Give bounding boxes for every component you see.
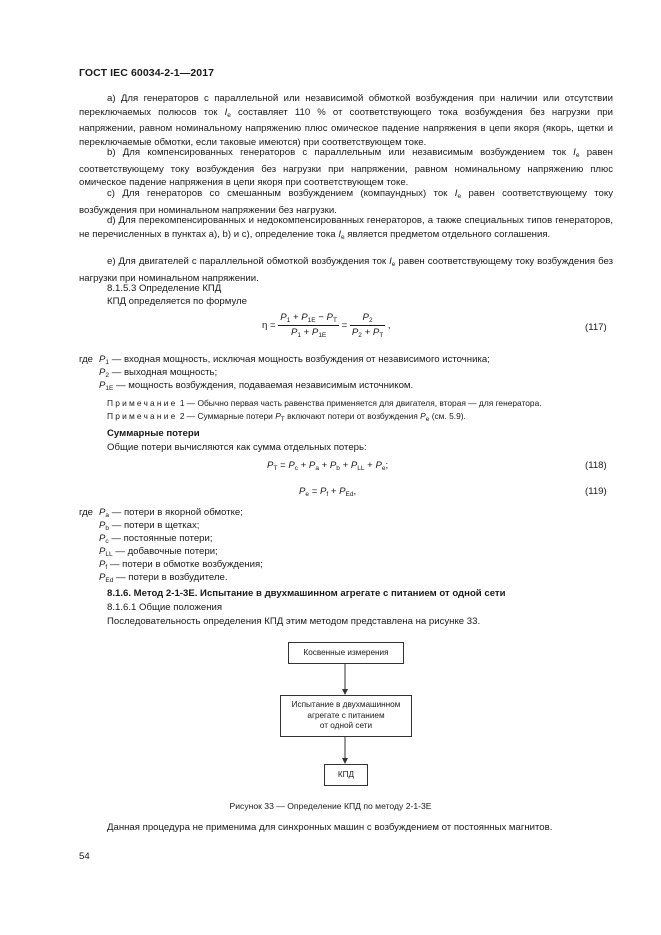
losses-intro: Общие потери вычисляются как сумма отдельных потерь: [107,442,367,453]
def-pb: $P_b$ — потери в щетках; [99,520,200,532]
method-heading: 8.1.6. Метод 2-1-3Е. Испытание в двухмашинном агрегате с питанием от одной сети [107,588,506,599]
item-e-rest: равен соответствующему току возбуждения без нагрузки при номинальном напряжении. [79,256,613,284]
where-label: где [79,354,94,365]
current-symbol: I [573,147,576,158]
closing-text: Данная процедура не применима для синхронных машин с возбуждением от постоянных магнитов. [107,822,553,833]
def-p1e: $P_{1E}$ — мощность возбуждения, подаваемая независимым источником. [99,380,414,392]
losses-heading: Суммарные потери [107,428,200,439]
current-subscript: e [457,193,462,200]
flowchart-box-test: Испытание в двухмашинном агрегате с питанием от одной сети [280,695,412,737]
flowchart-box-indirect-measurements: Косвенные измерения [288,642,404,664]
section-heading-8153: 8.1.5.3 Определение КПД [107,283,222,294]
equation-number-118: (118) [585,460,607,471]
note-1: Примечание 1 — Обычно первая часть равенства применяется для двигателя, вторая — для генератора. [107,398,542,408]
item-c-text: с) Для генераторов со смешанным возбуждением (компаундных) ток [107,188,448,199]
equation-number-117: (117) [585,322,607,333]
item-a-text: а) Для генераторов с параллельной или независимой обмоткой возбуждения при наличии или отсутствии переключаемых полюсов ток [79,93,613,118]
def-pa: $P_a$ — потери в якорной обмотке; [99,507,243,519]
item-a-rest: составляет 110 % от соответствующего тока возбуждения без нагрузки при напряжении, равном номинальному напряжению плюс омическое падение напряжения в цепи якоря (якорь, щетки и переключаемые обмотки, если таковые имеются) при соответствующем токе. [79,106,614,148]
def-pc: $P_c$ — постоянные потери; [99,533,213,545]
where-label-losses: где [79,507,94,518]
equation-117: η = $\frac{P_1 + P_{1E} - P_T}{P_1 + P_{1E}}$ = $\frac{P_2}{P_2 + P_T}$ , [262,312,391,339]
item-b-rest: равен соответствующему току возбуждения без нагрузки при напряжении, равном номинальному напряжению плюс омическое падение напряжения в цепи якоря при соответствующем токе. [79,147,613,189]
def-pf: $P_f$ — потери в обмотке возбуждения; [99,559,263,571]
flowchart-box-kpd: КПД [324,764,368,786]
efficiency-fraction-2: $\frac{P_2}{P_2 + P_T}$ [351,312,384,339]
method-text: Последовательность определения КПД этим методом представлена на рисунке 33. [107,616,481,627]
equation-number-119: (119) [585,486,607,497]
method-subheading: 8.1.6.1 Общие положения [107,602,223,613]
current-symbol: I [224,106,228,118]
current-symbol: I [338,228,341,240]
current-subscript: e [391,261,396,268]
equation-119: $P_e = P_f + P_{Ed}$, [299,486,357,498]
def-pll: $P_{LL}$ — добавочные потери; [99,546,218,558]
note-2: Примечание 2 — Суммарные потери $P_T$ включают потери от возбуждения $P_e$ (см. 5.9). [107,411,466,423]
current-subscript: e [227,111,231,119]
document-header: ГОСТ IEC 60034-2-1—2017 [79,67,215,79]
def-ped: $P_{Ed}$ — потери в возбудителе. [99,572,228,584]
figure-caption: Рисунок 33 — Определение КПД по методу 2-1-3Е [229,801,432,811]
current-subscript: e [575,152,580,159]
equation-118: $P_T = P_c + P_a + P_b + P_{LL} + P_e$; [267,460,389,472]
page-number: 54 [79,851,90,862]
current-symbol: I [389,256,392,267]
def-p2: $P_2$ — выходная мощность; [99,367,218,379]
current-subscript: e [340,233,345,241]
def-p1: $P_1$ — входная мощность, исключая мощность возбуждения от независимого источника; [99,354,490,366]
item-d-rest: является предметом отдельного соглашения. [347,228,551,240]
item-d-text: d) Для перекомпенсированных и недокомпенсированных генераторов, а также специальных типов генераторов, не перечисленных в пунктах а), b) и с), определение тока [79,215,613,240]
item-c-rest: равен соответствующему току возбуждения при номинальном напряжении без нагрузки. [79,188,613,216]
formula-intro: КПД определяется по формуле [107,296,247,307]
current-symbol: I [454,188,458,199]
item-b-text: b) Для компенсированных генераторов с параллельным или независимым возбуждением ток [107,147,566,158]
item-e-text: е) Для двигателей с параллельной обмоткой возбуждения ток [107,256,387,267]
efficiency-fraction-1: $\frac{P_1 + P_{1E} - P_T}{P_1 + P_{1E}}$ [280,312,337,339]
